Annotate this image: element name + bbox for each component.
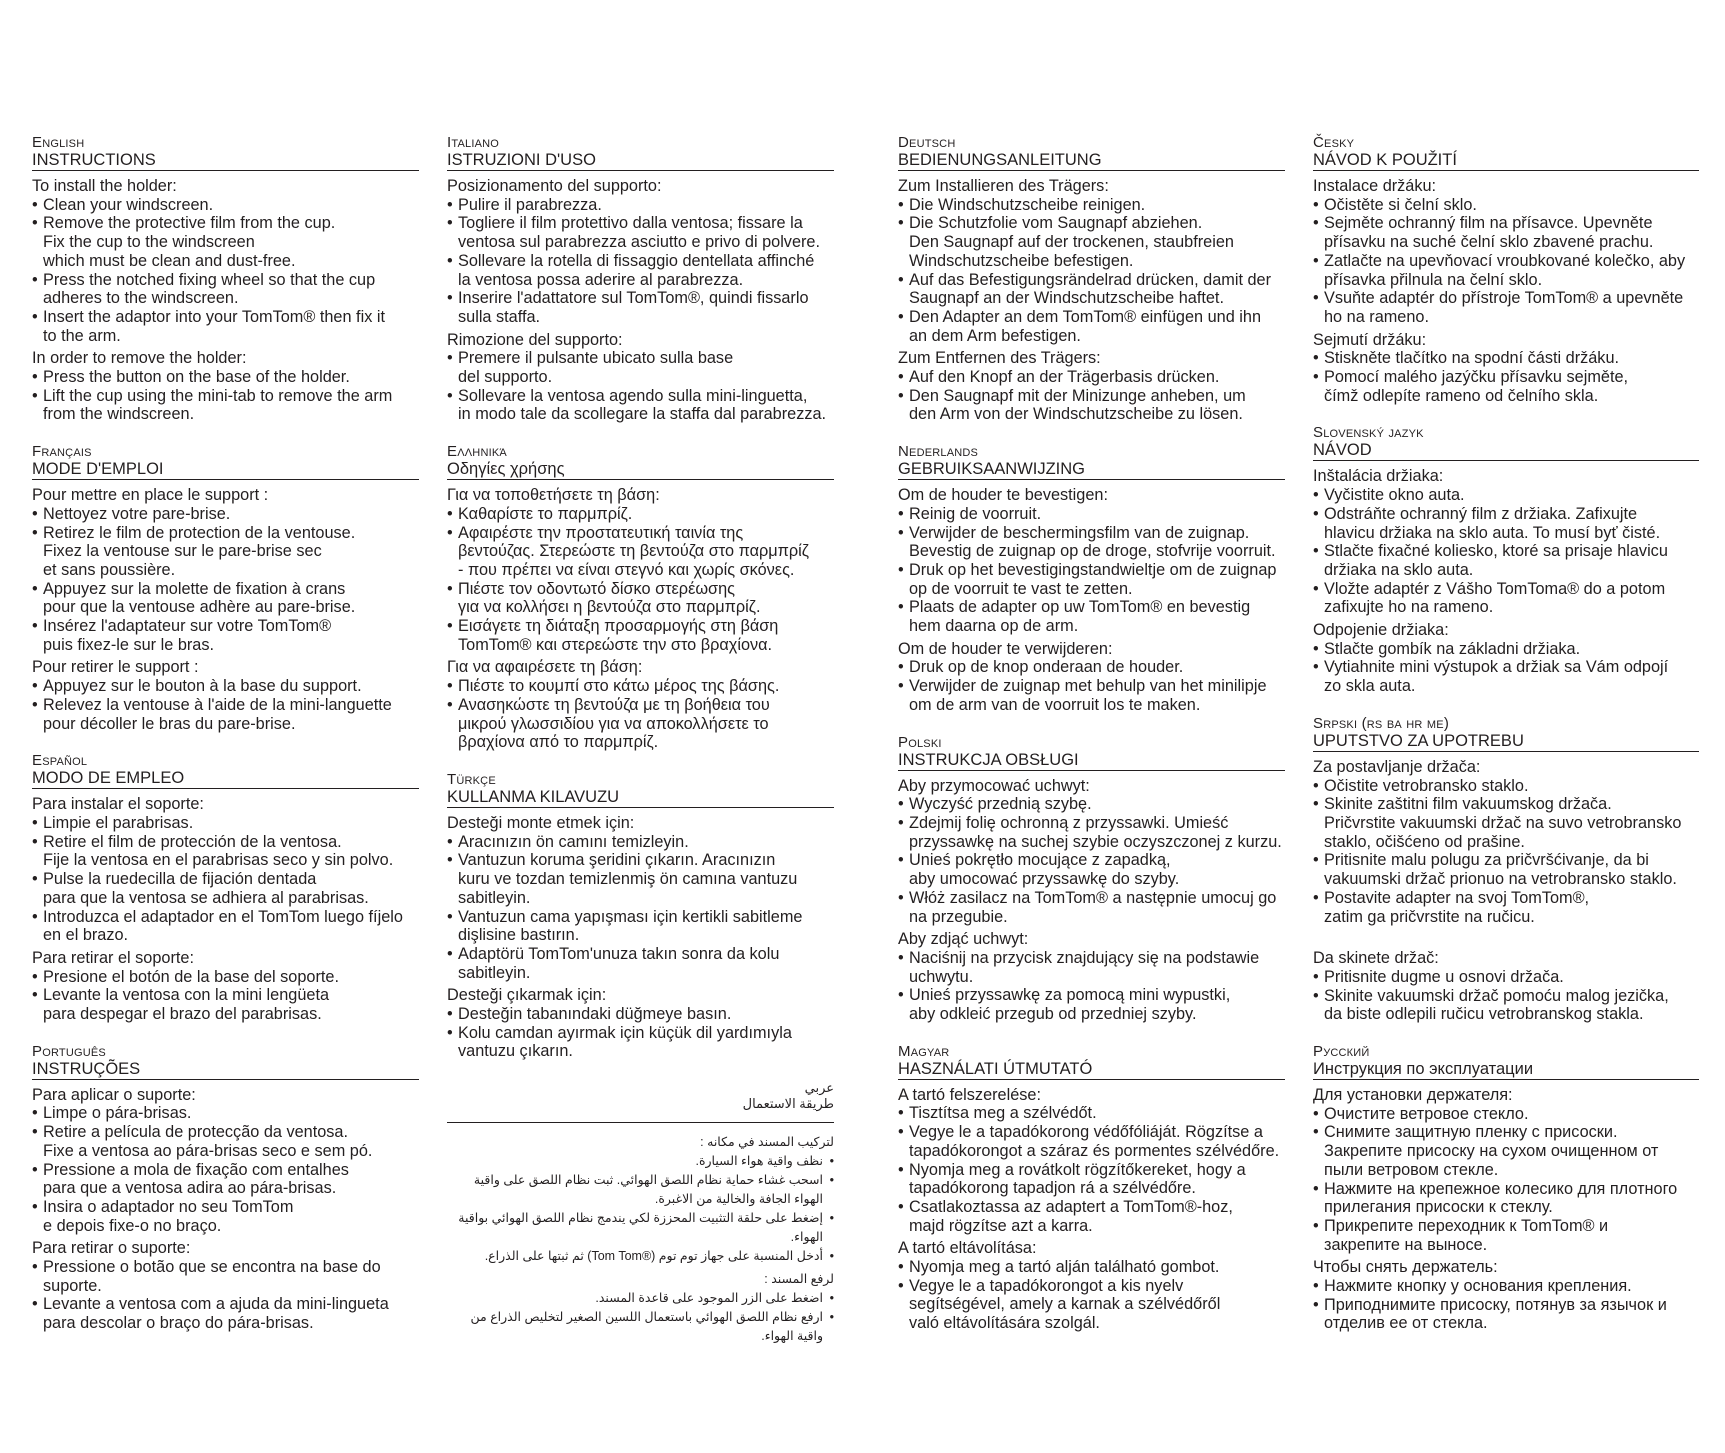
language-section: [447, 771, 834, 1061]
install-step: • Remove the protective film from the cup. Fix the cup to the windscreen which must be clean and dust-free.: [32, 214, 419, 270]
install-steps-list: [32, 1104, 419, 1235]
install-heading: Zum Installieren des Trägers:: [898, 177, 1109, 195]
section-title: GEBRUIKSAANWIJZING: [898, 460, 1285, 480]
section-title: INSTRUKCJA OBSŁUGI: [898, 751, 1285, 771]
remove-heading: In order to remove the holder:: [32, 349, 247, 368]
section-title: MODE D'EMPLOI: [32, 460, 419, 480]
remove-step: • Presione el botón de la base del soporte.: [32, 968, 419, 987]
install-step: • إضغط على حلقة التثبيت المحززة لكي يندمج نظام اللصق الهوائي بواقية الهواء.: [447, 1209, 834, 1247]
install-step: • Csatlakoztassa az adaptert a TomTom®-hoz, majd rögzítse azt a karra.: [898, 1198, 1285, 1235]
install-steps-list: [1313, 777, 1699, 927]
install-steps-list: [32, 814, 419, 945]
install-step: • Unieś pokrętło mocujące z zapadką, aby umocować przyssawkę do szyby.: [898, 851, 1285, 888]
install-step: • Clean your windscreen.: [32, 196, 419, 215]
remove-heading: A tartó eltávolítása:: [898, 1239, 1037, 1258]
section-title: NÁVOD: [1313, 441, 1699, 461]
remove-step: • Ανασηκώστε τη βεντούζα με τη βοήθεια του μικρού γλωσσιδίου για να αποκολλήσετε το βραχίονα από το παρμπρίζ.: [447, 696, 834, 752]
remove-step: • Desteğin tabanındaki düğmeye basın.: [447, 1005, 834, 1024]
install-step: • Skinite zaštitni film vakuumskog držača. Pričvrstite vakuumski držač na suvo vetrobransko staklo, očišćeno od prašine.: [1313, 795, 1699, 851]
remove-step: • Stlačte gombík na základni držiaka.: [1313, 640, 1699, 659]
remove-heading: Para retirar el soporte:: [32, 948, 194, 967]
remove-step: • Stiskněte tlačítko na spodní části držáku.: [1313, 349, 1699, 368]
remove-step: • Sollevare la ventosa agendo sulla mini-linguetta, in modo tale da scollegare la staffa dal parabrezza.: [447, 387, 834, 424]
install-step: • Нажмите на крепежное колесико для плотного прилегания присоски к стеклу.: [1313, 1180, 1699, 1217]
section-title: INSTRUÇÕES: [32, 1060, 419, 1080]
remove-step: • Naciśnij na przycisk znajdujący się na podstawie uchwytu.: [898, 949, 1285, 986]
language-section: [1313, 424, 1699, 695]
column-4: [1313, 134, 1699, 1352]
language-section: [447, 443, 834, 752]
install-heading: Pour mettre en place le support :: [32, 486, 269, 505]
install-step: • Insira o adaptador no seu TomTom e depois fixe-o no braço.: [32, 1198, 419, 1235]
remove-heading: Pour retirer le support :: [32, 658, 199, 677]
remove-step: • Auf den Knopf an der Trägerbasis drücken.: [898, 368, 1285, 387]
remove-heading: Desteği çıkarmak için:: [447, 986, 607, 1005]
language-section: [898, 1043, 1285, 1333]
remove-steps-list: [32, 677, 419, 733]
language-section: [898, 134, 1285, 424]
remove-steps-list: [32, 1258, 419, 1333]
remove-step: • Lift the cup using the mini-tab to remove the arm from the windscreen.: [32, 387, 419, 424]
install-step: • Stlačte fixačné koliesko, ktoré sa prisaje hlavicu držiaka na sklo auta.: [1313, 542, 1699, 579]
install-heading: A tartó felszerelése:: [898, 1085, 1041, 1104]
section-title: ISTRUZIONI D'USO: [447, 151, 834, 171]
remove-steps-list: [1313, 349, 1699, 405]
install-steps-list: [898, 1104, 1285, 1235]
install-heading: Za postavljanje držača:: [1313, 757, 1481, 776]
install-step: • Limpie el parabrisas.: [32, 814, 419, 833]
install-step: • Retire a película de protecção da ventosa. Fixe a ventosa ao pára-brisas seco e sem pó.: [32, 1123, 419, 1160]
install-steps-list: [1313, 1105, 1699, 1255]
remove-heading: Odpojenie držiaka:: [1313, 621, 1449, 640]
install-steps-list: [1313, 486, 1699, 617]
install-heading: Instalace držáku:: [1313, 177, 1437, 195]
section-title: NÁVOD K POUŽITÍ: [1313, 151, 1699, 171]
remove-step: • Приподнимите присоску, потянув за язычок и отделив ее от стекла.: [1313, 1296, 1699, 1333]
language-section: [447, 1080, 834, 1346]
install-step: • Adaptörü TomTom'unuza takın sonra da kolu sabitleyin.: [447, 945, 834, 982]
remove-step: • Vytiahnite mini výstupok a držiak sa Vám odpojí zo skla auta.: [1313, 658, 1699, 695]
remove-step: • Levante la ventosa con la mini lengüeta para despegar el brazo del parabrisas.: [32, 986, 419, 1023]
install-heading: Για να τοποθετήσετε τη βάση:: [447, 486, 660, 505]
install-step: • Vsuňte adaptér do přístroje TomTom® a upevněte ho na rameno.: [1313, 289, 1699, 326]
install-heading: Inštalácia držiaka:: [1313, 467, 1444, 486]
section-spacer: [1313, 926, 1699, 945]
language-section: [32, 752, 419, 1023]
remove-steps-list: [447, 677, 834, 752]
install-step: • Appuyez sur la molette de fixation à crans pour que la ventouse adhère au pare-brise.: [32, 580, 419, 617]
column-1: [32, 134, 419, 1352]
remove-step: • Premere il pulsante ubicato sulla base del supporto.: [447, 349, 834, 386]
install-steps-list: [447, 505, 834, 655]
install-step: • Očistite vetrobransko staklo.: [1313, 777, 1699, 796]
install-heading: Aby przymocować uchwyt:: [898, 776, 1090, 795]
install-step: • Plaats de adapter op uw TomTom® en bevestig hem daarna op de arm.: [898, 598, 1285, 635]
section-title: UPUTSTVO ZA UPOTREBU: [1313, 732, 1699, 752]
remove-heading: Om de houder te verwijderen:: [898, 639, 1113, 658]
install-step: • Retire el film de protección de la ventosa. Fije la ventosa en el parabrisas seco y sin polvo.: [32, 833, 419, 870]
remove-heading: Για να αφαιρέσετε τη βάση:: [447, 658, 643, 677]
language-name: Nederlands: [898, 443, 979, 461]
remove-step: • Appuyez sur le bouton à la base du support.: [32, 677, 419, 696]
remove-steps-list: [898, 368, 1285, 424]
remove-step: • اضغط على الزر الموجود على قاعدة المسند.: [447, 1289, 834, 1308]
remove-step: • Skinite vakuumski držač pomoću malog jezička, da biste odlepili ručicu vetrobranskog stakla.: [1313, 987, 1699, 1024]
section-title: Οδηγίες χρήσης: [447, 460, 834, 480]
install-step: • Sejměte ochranný film na přísavce. Upevněte přísavku na suché čelní sklo zbavené prachu.: [1313, 214, 1699, 251]
install-step: • Introduzca el adaptador en el TomTom luego fíjelo en el brazo.: [32, 908, 419, 945]
install-step: • Nyomja meg a rovátkolt rögzítőkereket, hogy a tapadókorong tapadjon rá a szélvédőre.: [898, 1161, 1285, 1198]
install-step: • Inserire l'adattatore sul TomTom®, quindi fissarlo sulla staffa.: [447, 289, 834, 326]
remove-steps-list: [447, 1005, 834, 1061]
install-step: • Pritisnite malu polugu za pričvršćivanje, da bi vakuumski držač prionuo na vetrobransko staklo.: [1313, 851, 1699, 888]
install-step: • Auf das Befestigungsrändelrad drücken, damit der Saugnapf an der Windschutzscheibe haftet.: [898, 271, 1285, 308]
install-heading: To install the holder:: [32, 177, 177, 195]
column-3: [898, 134, 1285, 1352]
install-step: • نظف واقية هواء السيارة.: [447, 1152, 834, 1171]
install-steps-list: [898, 505, 1285, 636]
install-steps-list: [1313, 196, 1699, 327]
install-steps-list: [32, 505, 419, 655]
install-step: • Zatlačte na upevňovací vroubkované kolečko, aby přísavka přilnula na čelní sklo.: [1313, 252, 1699, 289]
language-name: Slovenský jazyk: [1313, 424, 1424, 442]
language-name: English: [32, 134, 85, 151]
remove-step: • Den Saugnapf mit der Minizunge anheben, um den Arm von der Windschutzscheibe zu lösen.: [898, 387, 1285, 424]
install-step: • Pulire il parabrezza.: [447, 196, 834, 215]
language-section: [1313, 1043, 1699, 1333]
remove-steps-list: [447, 1289, 834, 1346]
install-step: • Retirez le film de protection de la ventouse. Fixez la ventouse sur le pare-brise sec et sans poussière.: [32, 524, 419, 580]
remove-step: • Press the button on the base of the holder.: [32, 368, 419, 387]
remove-heading: Para retirar o suporte:: [32, 1239, 191, 1258]
language-name: Polski: [898, 733, 942, 751]
remove-step: • Verwijder de zuignap met behulp van het minilipje om de arm van de voorruit los te maken.: [898, 677, 1285, 714]
remove-steps-list: [1313, 640, 1699, 696]
language-section: [898, 734, 1285, 1024]
install-step: • Limpe o pára-brisas.: [32, 1104, 419, 1123]
install-step: • Postavite adapter na svoj TomTom®, zatim ga pričvrstite na ručicu.: [1313, 889, 1699, 926]
language-name: عربي: [804, 1080, 834, 1096]
install-step: • Reinig de voorruit.: [898, 505, 1285, 524]
remove-steps-list: [898, 949, 1285, 1024]
install-step: • Εισάγετε τη διάταξη προσαρμογής στη βάση TomTom® και στερεώστε την στο βραχίονα.: [447, 617, 834, 654]
install-steps-list: [447, 196, 834, 327]
install-step: • Vantuzun koruma şeridini çıkarın. Aracınızın kuru ve tozdan temizlenmiş ön camına vantuzu sabitleyin.: [447, 851, 834, 907]
install-step: • Pulse la ruedecilla de fijación dentada para que la ventosa se adhiera al parabrisas.: [32, 870, 419, 907]
install-step: • Vložte adaptér z Vášho TomToma® do a potom zafixujte ho na rameno.: [1313, 580, 1699, 617]
install-step: • Druk op het bevestigingstandwieltje om de zuignap op de voorruit te vast te zetten.: [898, 561, 1285, 598]
remove-steps-list: [898, 658, 1285, 714]
remove-step: • Kolu camdan ayırmak için küçük dil yardımıyla vantuzu çıkarın.: [447, 1024, 834, 1061]
remove-heading: Sejmutí držáku:: [1313, 330, 1427, 349]
install-step: • Sollevare la rotella di fissaggio dentellata affinché la ventosa possa aderire al parabrezza.: [447, 252, 834, 289]
language-section: [1313, 715, 1699, 1024]
install-heading: Para aplicar o suporte:: [32, 1085, 196, 1104]
install-heading: لتركيب المسند في مكانه :: [700, 1135, 834, 1150]
install-heading: Posizionamento del supporto:: [447, 177, 662, 195]
install-step: • Insert the adaptor into your TomTom® then fix it to the arm.: [32, 308, 419, 345]
install-step: • Togliere il film protettivo dalla ventosa; fissare la ventosa sul parabrezza asciutto e privo di polvere.: [447, 214, 834, 251]
language-section: [32, 443, 419, 733]
section-title: HASZNÁLATI ÚTMUTATÓ: [898, 1060, 1285, 1080]
remove-step: • Vegye le a tapadókorongot a kis nyelv segítségével, amely a karnak a szélvédőről való eltávolítására szolgál.: [898, 1277, 1285, 1333]
remove-step: • Pressione o botão que se encontra na base do suporte.: [32, 1258, 419, 1295]
install-step: • Снимите защитную пленку с присоски. Закрепите присоску на сухом очищенном от пыли ветровом стекле.: [1313, 1123, 1699, 1179]
install-step: • Aracınızın ön camını temizleyin.: [447, 833, 834, 852]
remove-heading: Чтобы снять держатель:: [1313, 1258, 1498, 1277]
install-step: • Press the notched fixing wheel so that the cup adheres to the windscreen.: [32, 271, 419, 308]
language-name: Français: [32, 443, 92, 461]
install-step: • Insérez l'adaptateur sur votre TomTom® puis fixez-le sur le bras.: [32, 617, 419, 654]
language-name: Srpski (rs ba hr me): [1313, 714, 1450, 732]
section-title: KULLANMA KILAVUZU: [447, 788, 834, 808]
install-step: • Wyczyść przednią szybę.: [898, 795, 1285, 814]
remove-heading: Zum Entfernen des Trägers:: [898, 349, 1101, 368]
remove-step: • Πιέστε το κουμπί στο κάτω μέρος της βάσης.: [447, 677, 834, 696]
language-name: Deutsch: [898, 134, 956, 151]
install-step: • Очистите ветровое стекло.: [1313, 1105, 1699, 1124]
install-step: • Zdejmij folię ochronną z przyssawki. Umieść przyssawkę na suchej szybie oczyszczonej z kurzu.: [898, 814, 1285, 851]
install-heading: Для установки держателя:: [1313, 1086, 1513, 1105]
remove-heading: لرفع المسند :: [764, 1272, 834, 1287]
install-step: • Πιέστε τον οδοντωτό δίσκο στερέωσης για να κολλήσει η βεντούζα στο παρμπρίζ.: [447, 580, 834, 617]
install-step: • Nettoyez votre pare-brise.: [32, 505, 419, 524]
install-step: • Vantuzun cama yapışması için kertikli sabitleme dişlisine bastırın.: [447, 908, 834, 945]
install-step: • Vegye le a tapadókorong védőfóliáját. Rögzítse a tapadókorongot a száraz és pormentes szélvédőre.: [898, 1123, 1285, 1160]
remove-step: • ارفع نظام اللصق الهوائي باستعمال اللسين الصغير لتخليص الذراع من واقية الهواء.: [447, 1308, 834, 1346]
remove-heading: Rimozione del supporto:: [447, 330, 623, 349]
install-step: • Vyčistite okno auta.: [1313, 486, 1699, 505]
install-step: • أدخل المنسبة على جهاز توم توم (®Tom Tom) ثم ثبتها على الذراع.: [447, 1247, 834, 1266]
install-step: • Die Schutzfolie vom Saugnapf abziehen. Den Saugnapf auf der trockenen, staubfreien Windschutzscheibe befestigen.: [898, 214, 1285, 270]
remove-step: • Unieś przyssawkę za pomocą mini wypustki, aby odkleić przegub od przedniej szyby.: [898, 986, 1285, 1023]
remove-heading: Aby zdjąć uchwyt:: [898, 930, 1029, 949]
install-step: • Αφαιρέστε την προστατευτική ταινία της βεντούζας. Στερεώστε τη βεντούζα στο παρμπρίζ - που πρέπει να είναι στεγνό και χωρίς σκόνες.: [447, 524, 834, 580]
language-name: Magyar: [898, 1042, 950, 1060]
install-heading: Desteği monte etmek için:: [447, 813, 635, 832]
language-name: Português: [32, 1042, 106, 1060]
install-steps-list: [898, 795, 1285, 926]
remove-steps-list: [1313, 968, 1699, 1024]
language-section: [1313, 134, 1699, 405]
install-step: • Włóż zasilacz na TomTom® a następnie umocuj go na przegubie.: [898, 889, 1285, 926]
language-name: Italiano: [447, 134, 500, 151]
install-step: • Прикрепите переходник к TomTom® и закрепите на выносе.: [1313, 1217, 1699, 1254]
section-title: MODO DE EMPLEO: [32, 769, 419, 789]
install-steps-list: [447, 833, 834, 983]
language-section: [898, 443, 1285, 714]
install-steps-list: [898, 196, 1285, 346]
column-2: [447, 134, 834, 1365]
install-step: • Očistěte si čelní sklo.: [1313, 196, 1699, 215]
remove-step: • Druk op de knop onderaan de houder.: [898, 658, 1285, 677]
install-steps-list: [32, 196, 419, 346]
language-name: Ελληνικά: [447, 443, 507, 461]
install-step: • Pressione a mola de fixação com entalhes para que a ventosa adira ao pára-brisas.: [32, 1161, 419, 1198]
remove-steps-list: [32, 368, 419, 424]
section-title: طريقة الاستعمال: [447, 1096, 834, 1123]
install-heading: Para instalar el soporte:: [32, 795, 204, 814]
language-name: Česky: [1313, 134, 1355, 151]
install-step: • Verwijder de beschermingsfilm van de zuignap. Bevestig de zuignap op de droge, stofvrije voorruit.: [898, 524, 1285, 561]
section-title: BEDIENUNGSANLEITUNG: [898, 151, 1285, 171]
remove-step: • Relevez la ventouse à l'aide de la mini-languette pour décoller le bras du pare-brise.: [32, 696, 419, 733]
remove-steps-list: [898, 1258, 1285, 1333]
language-section: [32, 1043, 419, 1333]
install-step: • Καθαρίστε το παρμπρίζ.: [447, 505, 834, 524]
install-step: • Tisztítsa meg a szélvédőt.: [898, 1104, 1285, 1123]
remove-step: • Nyomja meg a tartó alján található gombot.: [898, 1258, 1285, 1277]
install-step: • اسحب غشاء حماية نظام اللصق الهوائي. ثبت نظام اللصق على واقية الهواء الجافة والخالية من الاغبرة.: [447, 1171, 834, 1209]
section-title: INSTRUCTIONS: [32, 151, 419, 171]
section-title: Инструкция по эксплуатации: [1313, 1060, 1699, 1080]
remove-steps-list: [1313, 1277, 1699, 1333]
remove-step: • Pomocí malého jazýčku přísavku sejměte, čímž odlepíte rameno od čelního skla.: [1313, 368, 1699, 405]
language-name: Русский: [1313, 1043, 1370, 1061]
install-steps-list: [447, 1152, 834, 1266]
language-name: Español: [32, 752, 88, 770]
language-section: [447, 134, 834, 424]
remove-step: • Нажмите кнопку у основания крепления.: [1313, 1277, 1699, 1296]
remove-step: • Pritisnite dugme u osnovi držača.: [1313, 968, 1699, 987]
remove-heading: Da skinete držač:: [1313, 949, 1439, 968]
install-step: • Odstráňte ochranný film z držiaka. Zafixujte hlavicu držiaka na sklo auta. To musí byť čisté.: [1313, 505, 1699, 542]
install-step: • Die Windschutzscheibe reinigen.: [898, 196, 1285, 215]
language-section: [32, 134, 419, 424]
remove-step: • Levante a ventosa com a ajuda da mini-lingueta para descolar o braço do pára-brisas.: [32, 1295, 419, 1332]
remove-steps-list: [32, 968, 419, 1024]
install-step: • Den Adapter an dem TomTom® einfügen und ihn an dem Arm befestigen.: [898, 308, 1285, 345]
remove-steps-list: [447, 349, 834, 424]
language-name: Türkçe: [447, 770, 496, 788]
install-heading: Om de houder te bevestigen:: [898, 486, 1108, 505]
